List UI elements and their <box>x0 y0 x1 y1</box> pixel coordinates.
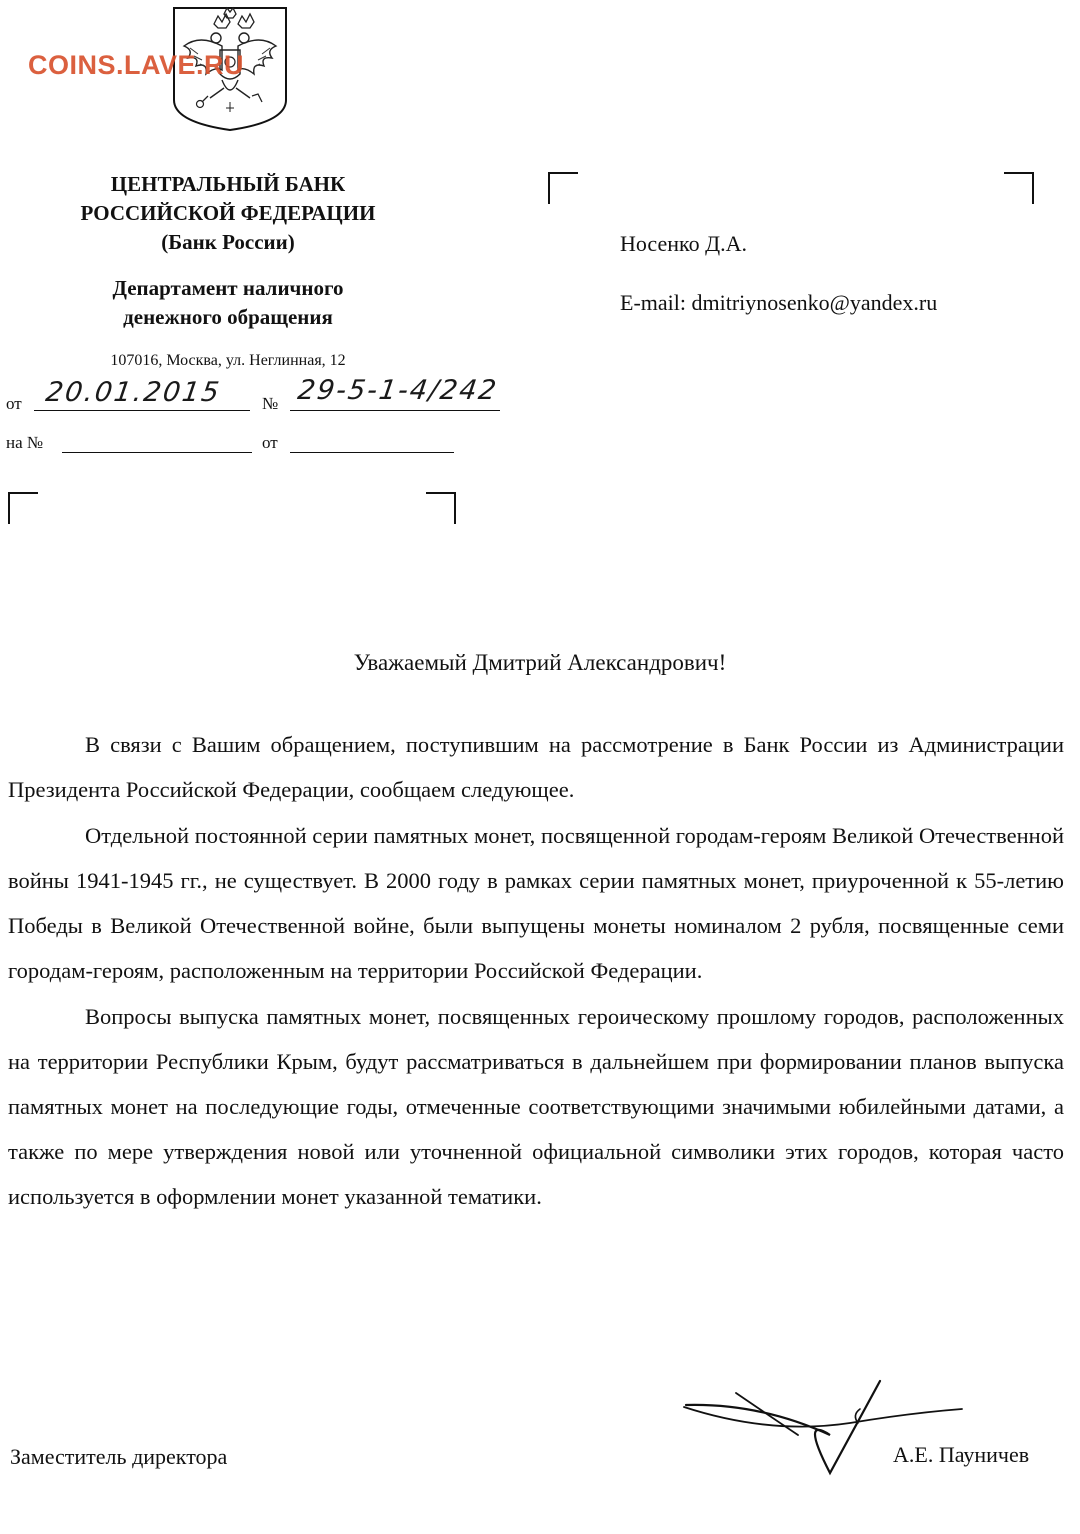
letter-body <box>8 722 1064 1220</box>
bank-name-line3: (Банк России) <box>161 230 295 254</box>
document-number: 29-5-1-4/242 <box>295 375 500 406</box>
handwritten-signature <box>680 1375 970 1485</box>
body-paragraph-1: В связи с Вашим обращением, поступившим на рассмотрение в Банк России из Администрации Президента Российской Федерации, сообщаем следующее. <box>8 732 1064 802</box>
signatory-name: А.Е. Пауничев <box>893 1442 1030 1467</box>
corner-mark-top-right <box>426 492 456 524</box>
body-paragraph-2: Отдельной постоянной серии памятных монет, посвященной городам-героям Великой Отечественной войны 1941-1945 гг., не существует. В 2000 году в рамках серии памятных монет, приуроченной к 55-летию Победы в Великой Отечественной войне, были выпущены монеты номиналом 2 рубля, посвященные семи городам-героям, расположенным на территории Российской Федерации. <box>8 823 1064 983</box>
body-paragraph-3: Вопросы выпуска памятных монет, посвященных героическому прошлому городов, расположенных на территории Республики Крым, будут рассматриваться в дальнейшем при формировании планов выпуска памятных монет на последующие годы, отмеченные соответствующими значимыми юбилейными датами, а также по мере утверждения новой или уточненной официальной символики этих городов, которая часто используется в оформлении монет указанной тематики. <box>8 1004 1064 1209</box>
address-corner-top-right <box>1004 172 1034 204</box>
bank-name-line1: ЦЕНТРАЛЬНЫЙ БАНК <box>110 172 346 196</box>
reference-from-label: от <box>262 433 278 452</box>
bank-name-block <box>40 170 416 257</box>
signatory-position: Заместитель директора <box>10 1444 228 1469</box>
salutation: Уважаемый Дмитрий Александрович! <box>353 650 727 675</box>
reference-label: на № <box>6 433 44 452</box>
date-line <box>34 410 250 411</box>
watermark: COINS.LAVE.RU <box>28 50 245 80</box>
address-corner-top-left <box>548 172 578 204</box>
department-block <box>40 274 416 332</box>
recipient-name: Носенко Д.А. <box>620 231 747 256</box>
from-label: от <box>6 394 22 413</box>
department-line2: денежного обращения <box>123 305 333 329</box>
corner-mark-top-left <box>8 492 38 524</box>
reference-date-line <box>290 452 454 453</box>
bank-address: 107016, Москва, ул. Неглинная, 12 <box>110 352 346 369</box>
reference-line <box>62 452 252 453</box>
recipient-email: E-mail: dmitriynosenko@yandex.ru <box>620 290 938 315</box>
department-line1: Департамент наличного <box>112 276 344 300</box>
bank-name-line2: РОССИЙСКОЙ ФЕДЕРАЦИИ <box>80 201 376 225</box>
number-label: № <box>262 394 279 413</box>
document-date: 20.01.2015 <box>43 377 223 408</box>
number-line <box>290 410 500 411</box>
